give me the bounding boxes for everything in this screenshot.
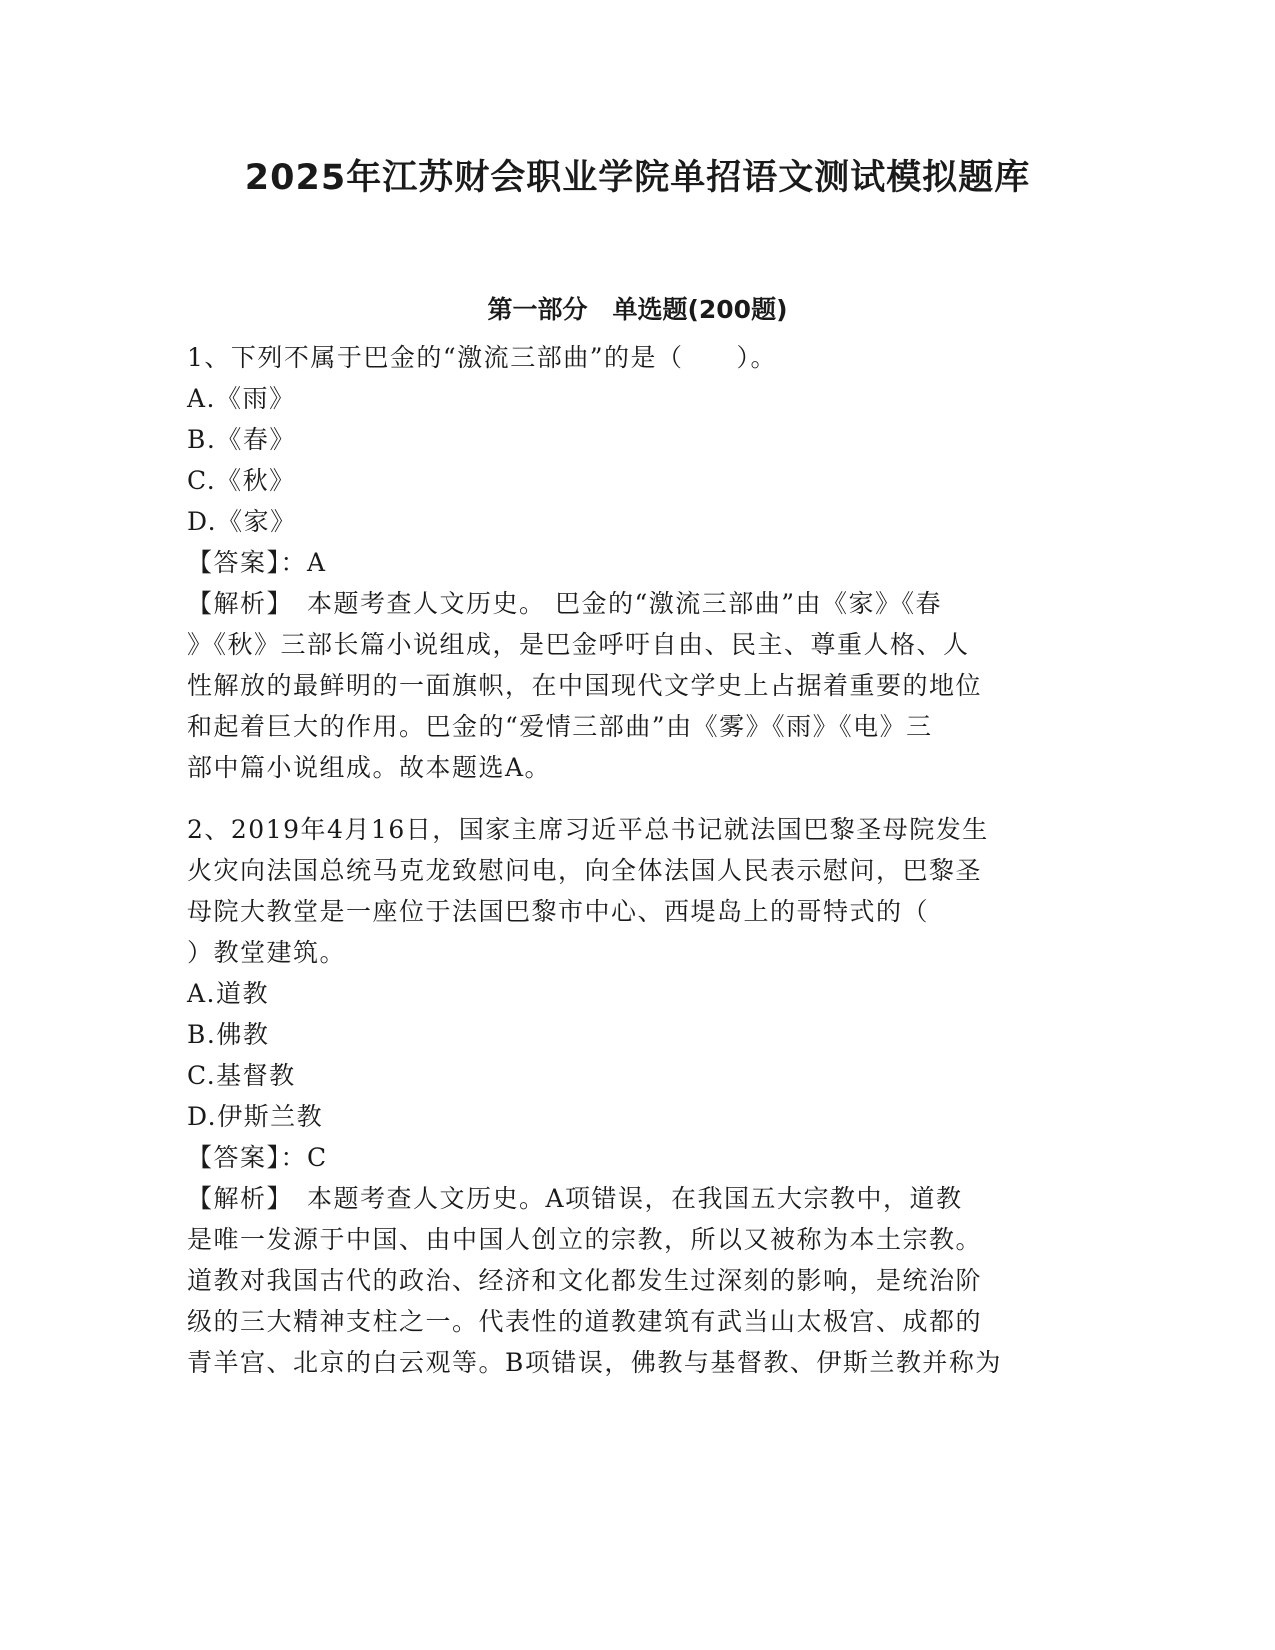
- question-1-option-b: B.《春》: [187, 425, 296, 454]
- question-1-option-a: A.《雨》: [187, 384, 296, 413]
- question-1-answer: 【答案】：A: [187, 548, 327, 577]
- question-1-analysis-line: 性解放的最鲜明的一面旗帜，在中国现代文学史上占据着重要的地位: [187, 671, 983, 700]
- question-2-answer: 【答案】：C: [187, 1143, 328, 1172]
- question-2-analysis-line: 级的三大精神支柱之一。代表性的道教建筑有武当山太极宫、成都的: [187, 1307, 983, 1336]
- question-1-option-c: C.《秋》: [187, 466, 296, 495]
- question-1-stem: 1、下列不属于巴金的“激流三部曲”的是（ ）。: [187, 343, 777, 372]
- question-2-stem-line: 火灾向法国总统马克龙致慰问电，向全体法国人民表示慰问，巴黎圣: [187, 856, 983, 885]
- document-title: 2025年江苏财会职业学院单招语文测试模拟题库: [244, 158, 1031, 198]
- question-2-analysis-line: 是唯一发源于中国、由中国人创立的宗教，所以又被称为本土宗教。: [187, 1225, 983, 1254]
- question-2-stem-line: 母院大教堂是一座位于法国巴黎市中心、西堤岛上的哥特式的（: [187, 897, 930, 926]
- question-1-analysis-line: 部中篇小说组成。故本题选A。: [187, 753, 552, 782]
- section-heading: 第一部分 单选题(200题): [487, 295, 788, 324]
- question-2-analysis-line: 道教对我国古代的政治、经济和文化都发生过深刻的影响，是统治阶: [187, 1266, 983, 1295]
- question-2-stem-line: ）教堂建筑。: [187, 938, 347, 967]
- question-2-stem-line: 2、2019年4月16日，国家主席习近平总书记就法国巴黎圣母院发生: [187, 815, 989, 844]
- question-2-option-b: B.佛教: [187, 1020, 270, 1049]
- question-2-option-d: D.伊斯兰教: [187, 1102, 324, 1131]
- question-1-analysis-line: 》《秋》三部长篇小说组成，是巴金呼吁自由、民主、尊重人格、人: [187, 630, 970, 659]
- question-1-option-d: D.《家》: [187, 507, 297, 536]
- question-2-analysis-line: 【解析】 本题考查人文历史。A项错误，在我国五大宗教中，道教: [187, 1184, 963, 1213]
- question-2-option-c: C.基督教: [187, 1061, 296, 1090]
- question-2-option-a: A.道教: [187, 979, 270, 1008]
- question-2-analysis-line: 青羊宫、北京的白云观等。B项错误，佛教与基督教、伊斯兰教并称为: [187, 1348, 1002, 1377]
- question-1-analysis-line: 【解析】 本题考查人文历史。 巴金的“激流三部曲”由《家》《春: [187, 589, 943, 618]
- question-1-analysis-line: 和起着巨大的作用。巴金的“爱情三部曲”由《雾》《雨》《电》三: [187, 712, 933, 741]
